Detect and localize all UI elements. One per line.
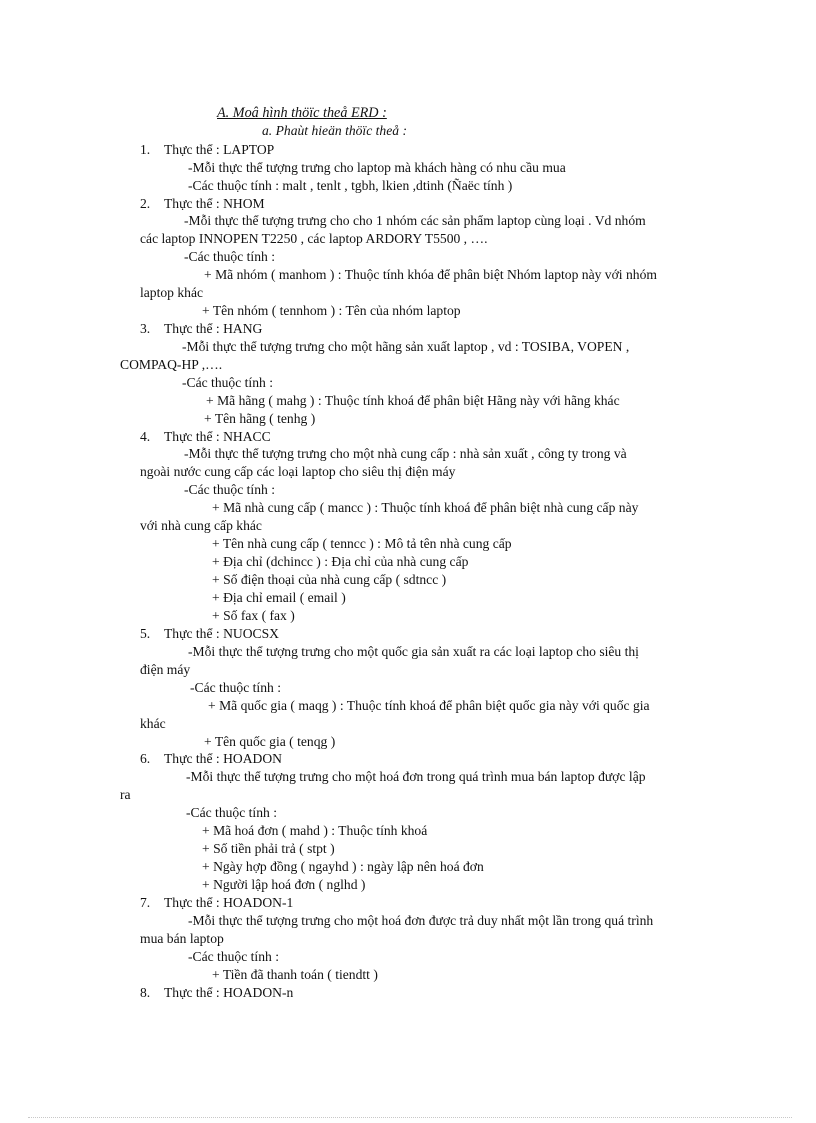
- entity-description: -Mỗi thực thể tượng trưng cho một nhà cung cấp : nhà sản xuất , công ty trong và: [184, 446, 627, 461]
- entity-number: 1.: [140, 142, 151, 157]
- attribute-item-cont: khác: [140, 716, 166, 731]
- entity-description-cont: ngoài nước cung cấp các loại laptop cho siêu thị điện máy: [140, 464, 456, 479]
- entity-heading: Thực thể : NUOCSX: [164, 626, 279, 641]
- page-bottom-rule: [28, 1117, 792, 1118]
- entity-description: -Mỗi thực thể tượng trưng cho một quốc gia sản xuất ra các loại laptop cho siêu thị: [188, 644, 639, 659]
- attributes-label: -Các thuộc tính :: [190, 680, 281, 695]
- entity-description: -Mỗi thực thể tượng trưng cho một hãng sản xuất laptop , vd : TOSIBA, VOPEN ,: [182, 339, 630, 354]
- entity-heading: Thực thể : HOADON-1: [164, 895, 294, 910]
- attribute-item: + Địa chỉ (dchincc ) : Địa chỉ của nhà cung cấp: [212, 554, 469, 569]
- entity-attributes: -Các thuộc tính : malt , tenlt , tgbh, lkien ,dtinh (Ñaëc tính ): [188, 178, 513, 193]
- section-subtitle: a. Phaùt hieän thöïc theå :: [262, 123, 407, 138]
- attribute-item-cont: với nhà cung cấp khác: [140, 518, 262, 533]
- attribute-item: + Người lập hoá đơn ( nglhd ): [202, 877, 366, 892]
- attributes-label: -Các thuộc tính :: [182, 375, 273, 390]
- attribute-item-cont: laptop khác: [140, 285, 204, 300]
- entity-number: 2.: [140, 196, 151, 211]
- entity-description: -Mỗi thực thể tượng trưng cho laptop mà khách hàng có nhu cầu mua: [188, 160, 566, 175]
- attribute-item: + Số tiền phải trả ( stpt ): [202, 841, 335, 856]
- entity-number: 8.: [140, 985, 151, 1000]
- attribute-item: + Mã nhà cung cấp ( mancc ) : Thuộc tính khoá để phân biệt nhà cung cấp này: [212, 500, 639, 515]
- entity-number: 7.: [140, 895, 151, 910]
- attribute-item: + Tên nhóm ( tennhom ) : Tên của nhóm laptop: [202, 303, 461, 318]
- attribute-item: + Mã hoá đơn ( mahd ) : Thuộc tính khoá: [202, 823, 428, 838]
- entity-heading: Thực thể : HOADON-n: [164, 985, 294, 1000]
- attribute-item: + Tên quốc gia ( tenqg ): [204, 734, 336, 749]
- entity-number: 5.: [140, 626, 151, 641]
- attributes-label: -Các thuộc tính :: [184, 249, 275, 264]
- page-title: A. Moâ hình thöïc theå ERD :: [217, 105, 387, 121]
- attribute-item: + Số fax ( fax ): [212, 608, 295, 623]
- entity-heading: Thực thể : HANG: [164, 321, 263, 336]
- entity-heading: Thực thể : NHOM: [164, 196, 265, 211]
- entity-description: -Mỗi thực thể tượng trưng cho cho 1 nhóm các sản phẩm laptop cùng loại . Vd nhóm: [184, 213, 646, 228]
- entity-number: 4.: [140, 429, 151, 444]
- entity-heading: Thực thể : LAPTOP: [164, 142, 275, 157]
- attribute-item: + Mã quốc gia ( maqg ) : Thuộc tính khoá để phân biệt quốc gia này với quốc gia: [208, 698, 650, 713]
- entity-heading: Thực thể : NHACC: [164, 429, 271, 444]
- attributes-label: -Các thuộc tính :: [188, 949, 279, 964]
- entity-number: 6.: [140, 751, 151, 766]
- attribute-item: + Mã nhóm ( manhom ) : Thuộc tính khóa để phân biệt Nhóm laptop này với nhóm: [204, 267, 657, 282]
- entity-description-cont: các laptop INNOPEN T2250 , các laptop ARDORY T5500 , ….: [140, 231, 488, 246]
- entity-description-cont: ra: [120, 787, 131, 802]
- attributes-label: -Các thuộc tính :: [184, 482, 275, 497]
- attribute-item: + Tên hãng ( tenhg ): [204, 411, 316, 426]
- attribute-item: + Tên nhà cung cấp ( tenncc ) : Mô tả tên nhà cung cấp: [212, 536, 512, 551]
- attribute-item: + Mã hãng ( mahg ) : Thuộc tính khoá để phân biệt Hãng này với hãng khác: [206, 393, 620, 408]
- entity-description-cont: COMPAQ-HP ,….: [120, 357, 223, 372]
- attribute-item: + Tiền đã thanh toán ( tiendtt ): [212, 967, 378, 982]
- entity-heading: Thực thể : HOADON: [164, 751, 282, 766]
- entity-description: -Mỗi thực thể tượng trưng cho một hoá đơn được trả duy nhất một lần trong quá trình: [188, 913, 654, 928]
- attribute-item: + Địa chỉ email ( email ): [212, 590, 346, 605]
- attribute-item: + Ngày hợp đồng ( ngayhd ) : ngày lập nên hoá đơn: [202, 859, 484, 874]
- entity-description-cont: điện máy: [140, 662, 191, 677]
- attributes-label: -Các thuộc tính :: [186, 805, 277, 820]
- entity-description: -Mỗi thực thể tượng trưng cho một hoá đơn trong quá trình mua bán laptop được lập: [186, 769, 646, 784]
- entity-number: 3.: [140, 321, 151, 336]
- entity-description-cont: mua bán laptop: [140, 931, 224, 946]
- attribute-item: + Số điện thoại của nhà cung cấp ( sdtncc ): [212, 572, 447, 587]
